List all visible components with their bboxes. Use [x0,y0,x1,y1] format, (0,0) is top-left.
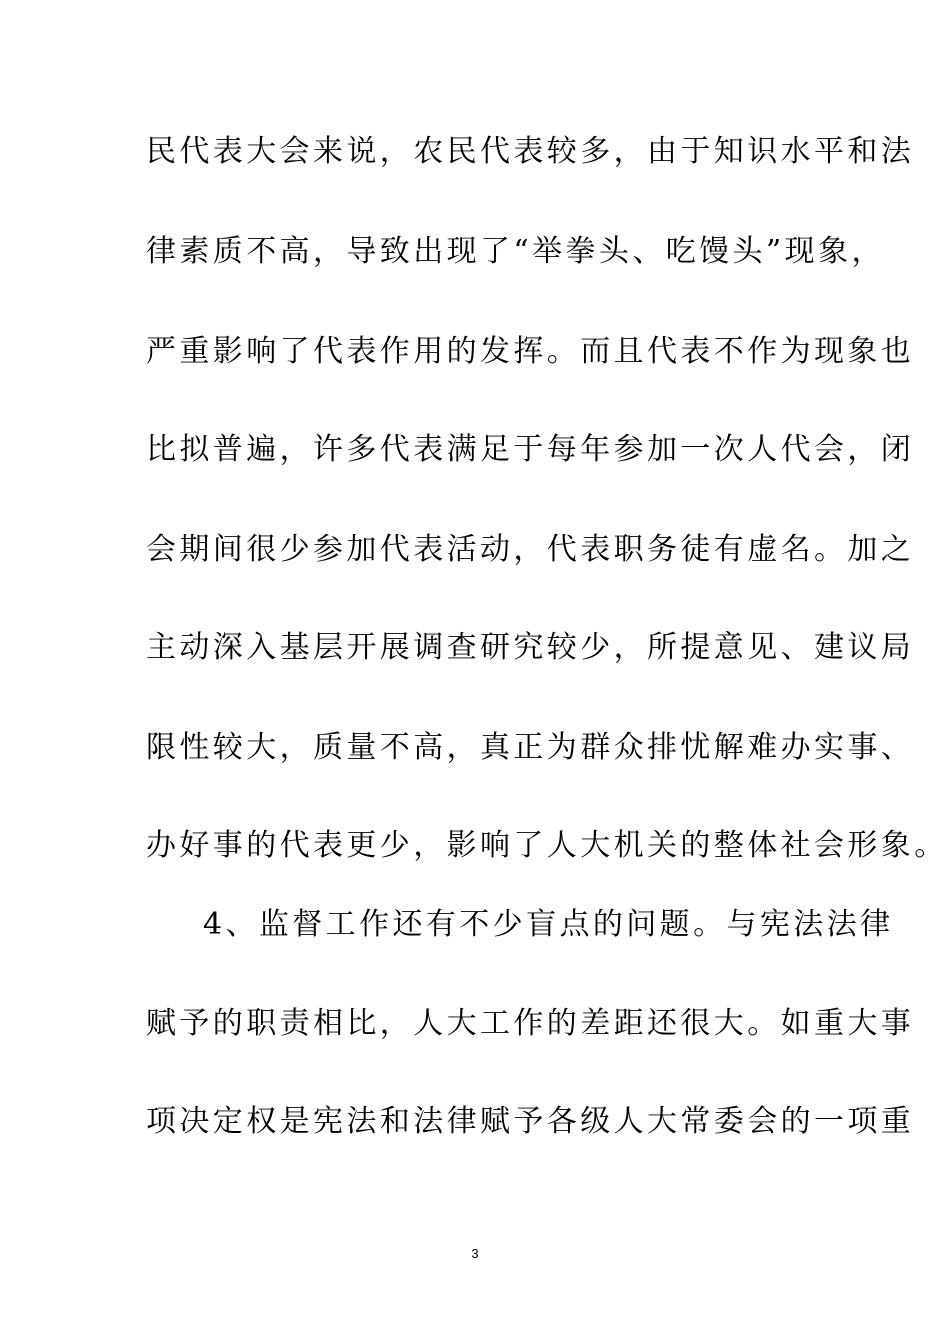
text-line-7: 限性较大，质量不高，真正为群众排忧解难办实事、 [146,730,915,765]
text-line-10: 赋予的职责相比，人大工作的差距还很大。如重大事 [146,1006,915,1041]
text-line-5: 会期间很少参加代表活动，代表职务徒有虚名。加之 [146,532,915,567]
paragraph-heading-line: 4、监督工作还有不少盲点的问题。与宪法法律 [203,907,894,942]
page-number: 3 [471,1246,479,1261]
text-line-4: 比拟普遍，许多代表满足于每年参加一次人代会，闭 [146,432,915,467]
text-line-8: 办好事的代表更少，影响了人大机关的整体社会形象。 [146,828,948,863]
text-line-2: 律素质不高，导致出现了“举拳头、吃馒头”现象， [146,234,885,269]
text-line-1: 民代表大会来说，农民代表较多，由于知识水平和法 [146,134,915,169]
text-line-3: 严重影响了代表作用的发挥。而且代表不作为现象也 [146,334,915,369]
text-line-11: 项决定权是宪法和法律赋予各级人大常委会的一项重 [146,1104,915,1139]
text-line-6: 主动深入基层开展调查研究较少，所提意见、建议局 [146,630,915,665]
